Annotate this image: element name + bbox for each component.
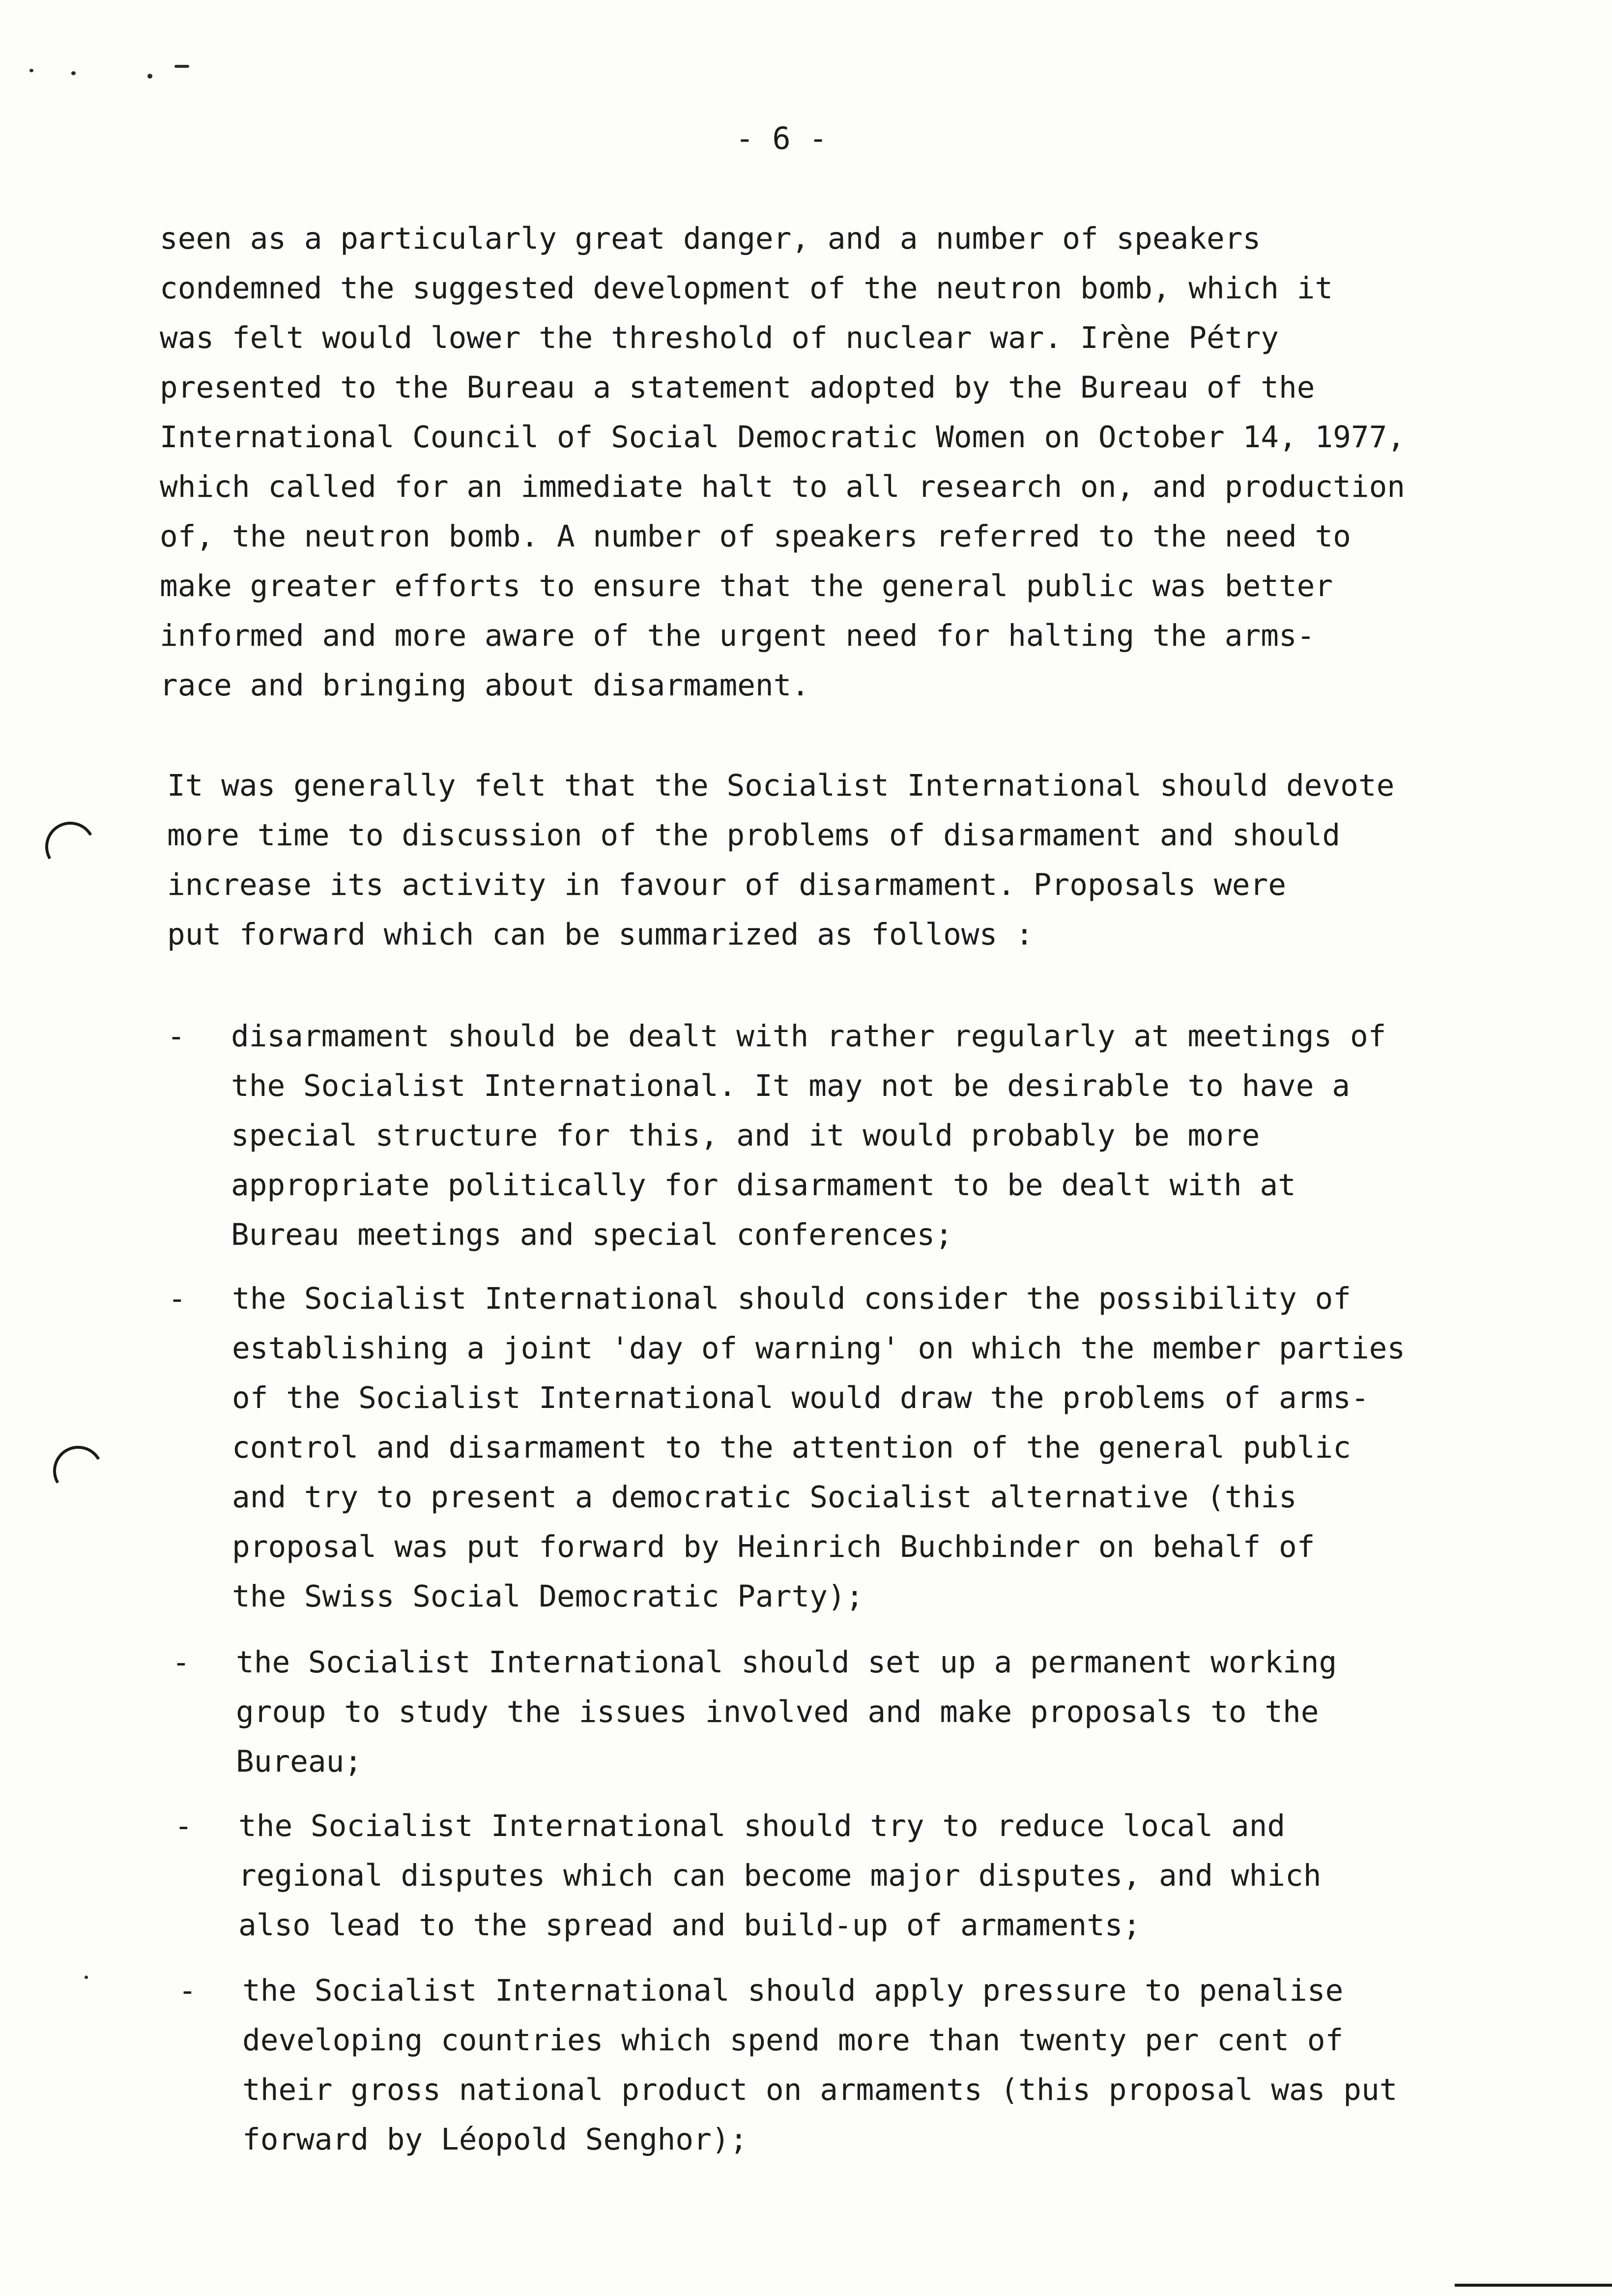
- text-line: control and disarmament to the attention of the general public: [232, 1430, 1351, 1465]
- scan-speck: [174, 65, 189, 68]
- text-line: race and bringing about disarmament.: [160, 668, 810, 703]
- proposal-list-item: [167, 1011, 1386, 1260]
- text-line: the Socialist International should set up a permanent working: [236, 1645, 1337, 1680]
- proposal-list-item: [174, 1801, 1322, 1950]
- text-line: disarmament should be dealt with rather regularly at meetings of: [231, 1019, 1386, 1054]
- text-line: seen as a particularly great danger, and a number of speakers: [160, 221, 1261, 256]
- body-paragraph: [160, 214, 1405, 710]
- list-bullet: -: [174, 1808, 193, 1843]
- text-line: also lead to the spread and build-up of armaments;: [238, 1908, 1141, 1943]
- text-line: appropriate politically for disarmament to be dealt with at: [231, 1168, 1296, 1203]
- punch-hole-mark: [40, 816, 101, 878]
- list-bullet: -: [167, 1019, 185, 1054]
- body-paragraph: [167, 761, 1394, 959]
- text-line: International Council of Social Democratic Women on October 14, 1977,: [160, 420, 1406, 455]
- text-line: presented to the Bureau a statement adopted by the Bureau of the: [160, 370, 1315, 405]
- text-line: put forward which can be summarized as follows :: [167, 917, 1034, 952]
- text-line: make greater efforts to ensure that the general public was better: [160, 569, 1333, 603]
- text-line: regional disputes which can become major disputes, and which: [238, 1858, 1322, 1893]
- proposal-list-item: [168, 1274, 1406, 1621]
- text-line: the Swiss Social Democratic Party);: [232, 1579, 864, 1614]
- bottom-edge-rule: [1455, 2284, 1612, 2287]
- punch-hole-mark: [48, 1440, 109, 1502]
- text-line: of the Socialist International would draw the problems of arms-: [232, 1380, 1369, 1415]
- list-bullet: -: [168, 1281, 186, 1316]
- scan-speck: [147, 74, 152, 79]
- text-line: and try to present a democratic Socialist alternative (this: [232, 1480, 1297, 1515]
- text-line: establishing a joint 'day of warning' on which the member parties: [232, 1331, 1406, 1366]
- text-line: special structure for this, and it would probably be more: [231, 1118, 1260, 1153]
- text-line: developing countries which spend more than twenty per cent of: [242, 2023, 1344, 2058]
- text-line: the Socialist International should try to reduce local and: [238, 1808, 1286, 1843]
- text-line: the Socialist International should consider the possibility of: [232, 1281, 1351, 1316]
- list-bullet: -: [172, 1645, 190, 1680]
- scan-speck: [85, 1976, 88, 1979]
- text-line: group to study the issues involved and make proposals to the: [236, 1694, 1319, 1729]
- text-line: of, the neutron bomb. A number of speakers referred to the need to: [160, 519, 1351, 554]
- proposal-list-item: [178, 1966, 1398, 2164]
- text-line: condemned the suggested development of the neutron bomb, which it: [160, 271, 1333, 306]
- page-number: - 6 -: [735, 120, 828, 156]
- text-line: more time to discussion of the problems of disarmament and should: [167, 818, 1341, 853]
- text-line: their gross national product on armaments (this proposal was put: [242, 2072, 1398, 2107]
- proposal-list-item: [172, 1637, 1337, 1786]
- text-line: the Socialist International should apply pressure to penalise: [242, 1973, 1344, 2008]
- text-line: Bureau;: [236, 1744, 363, 1779]
- text-line: informed and more aware of the urgent need for halting the arms-: [160, 618, 1315, 653]
- text-line: was felt would lower the threshold of nuclear war. Irène Pétry: [160, 320, 1279, 355]
- scan-speck: [29, 69, 33, 72]
- text-line: increase its activity in favour of disarmament. Proposals were: [167, 867, 1286, 902]
- scan-speck: [71, 71, 76, 75]
- text-line: proposal was put forward by Heinrich Buchbinder on behalf of: [232, 1529, 1315, 1564]
- text-line: Bureau meetings and special conferences;: [231, 1217, 953, 1252]
- text-line: forward by Léopold Senghor);: [242, 2122, 748, 2157]
- list-bullet: -: [178, 1973, 197, 2008]
- text-line: It was generally felt that the Socialist International should devote: [167, 768, 1395, 803]
- text-line: which called for an immediate halt to all research on, and production: [160, 469, 1406, 504]
- text-line: the Socialist International. It may not be desirable to have a: [231, 1068, 1350, 1103]
